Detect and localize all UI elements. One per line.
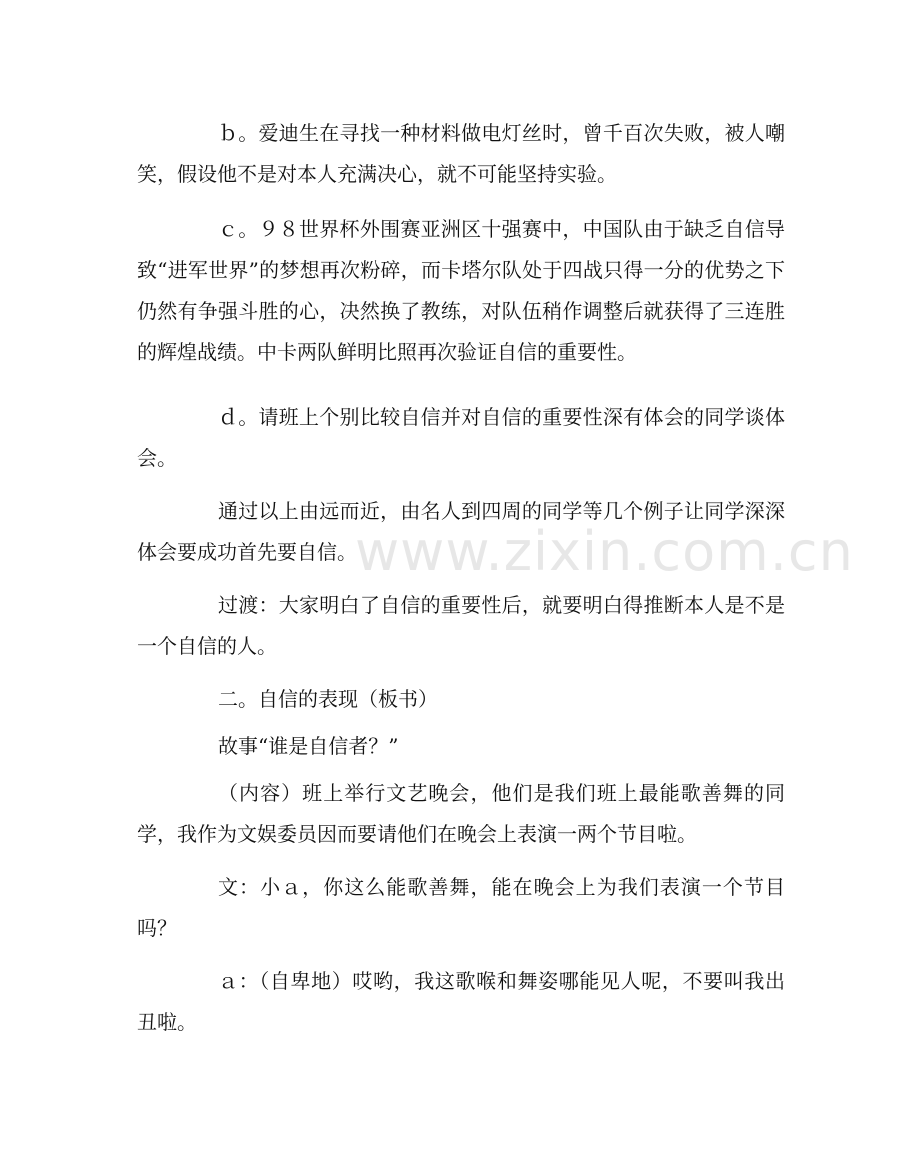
paragraph-transition: 过渡：大家明白了自信的重要性后，就要明白得推断本人是不是一个自信的人。 (137, 593, 785, 658)
paragraph-dialogue-a: ａ：（自卑地）哎哟，我这歌喉和舞姿哪能见人呢，不要叫我出丑啦。 (137, 969, 785, 1034)
paragraph-example-d: ｄ。请班上个别比较自信并对自信的重要性深有体会的同学谈体会。 (137, 405, 785, 470)
story-title: 故事“谁是自信者？” (218, 734, 399, 758)
paragraph-dialogue-wen: 文：小ａ，你这么能歌善舞，能在晚会上为我们表演一个节目吗？ (137, 875, 785, 940)
paragraph-summary: 通过以上由远而近，由名人到四周的同学等几个例子让同学深深体会要成功首先要自信。 (137, 499, 785, 564)
paragraph-story-content: （内容）班上举行文艺晚会，他们是我们班上最能歌善舞的同学，我作为文娱委员因而要请他们在晚会上表演一两个节目啦。 (137, 781, 785, 846)
watermark: www.zixin.com.cn (355, 520, 854, 583)
paragraph-example-c: ｃ。９８世界杯外围赛亚洲区十强赛中，中国队由于缺乏自信导致“进军世界”的梦想再次粉碎，而卡塔尔队处于四战只得一分的优势之下仍然有争强斗胜的心，决然换了教练，对队伍稍作调整后就获得了三连胜的辉煌战绩。中卡两队鲜明比照再次验证自信的重要性。 (137, 217, 785, 364)
paragraph-example-b: ｂ。爱迪生在寻找一种材料做电灯丝时，曾千百次失败，被人嘲笑，假设他不是对本人充满决心，就不可能坚持实验。 (137, 121, 785, 186)
section-heading-confidence-expression: 二。自信的表现（板书） (218, 687, 438, 711)
